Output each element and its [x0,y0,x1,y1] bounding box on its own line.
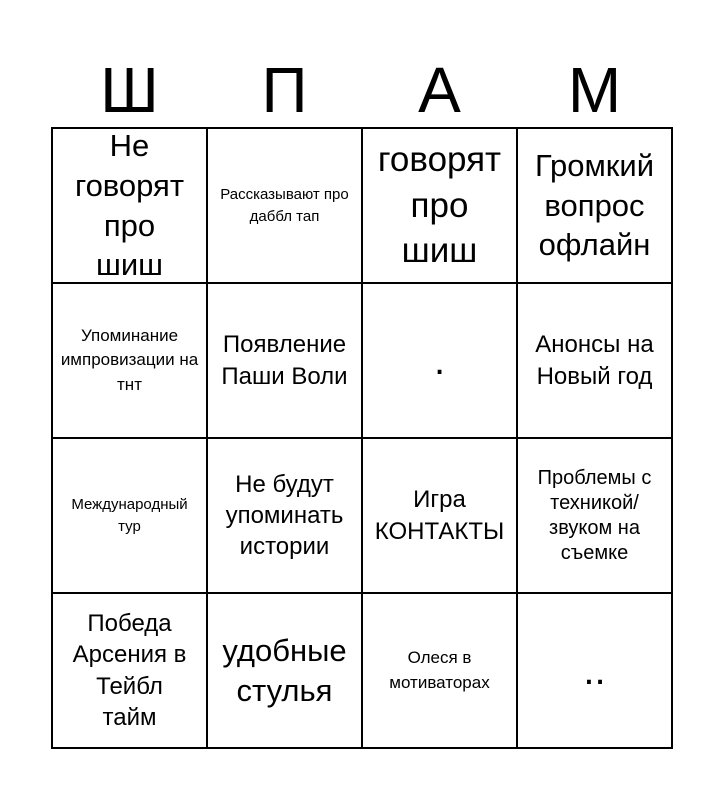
bingo-cell-r2c4[interactable] [518,284,673,439]
bingo-cell-text: Упоминание импровизации на тнт [60,325,199,394]
bingo-cell-text: Не будут упоминать истории [225,470,344,561]
header-letter-1: Ш [100,54,159,126]
bingo-cell-text: Международный тур [71,495,188,535]
header-letter-2: П [261,54,308,126]
bingo-cell-r4c2[interactable] [208,594,363,749]
bingo-cell-r2c2[interactable] [208,284,363,439]
bingo-cell-r4c1[interactable] [53,594,208,749]
bingo-cell-r3c1[interactable] [53,439,208,594]
bingo-cell-r2c1[interactable] [53,284,208,439]
bingo-cell-text: Победа Арсения в Тейбл тайм [72,610,187,731]
bingo-cell-r1c2[interactable] [208,129,363,284]
bingo-cell-r3c4[interactable] [518,439,673,594]
bingo-cell-r1c3[interactable] [363,129,518,284]
bingo-cell-text: Громкий вопрос офлайн [534,147,655,263]
header-letter-4: М [567,54,622,126]
bingo-cell-r1c1[interactable] [53,129,208,284]
bingo-cell-r4c4[interactable] [518,594,673,749]
header-letter-3: А [418,54,461,126]
bingo-cell-text: удобные стулья [222,632,347,708]
bingo-cell-text: Проблемы с техникой/ звуком на съемке [537,466,652,564]
bingo-cell-r3c3[interactable] [363,439,518,594]
bingo-cell-text: Не говорят про шиш [74,129,185,283]
bingo-cell-r1c4[interactable] [518,129,673,284]
bingo-cell-text: говорят про шиш [377,140,502,271]
bingo-cell-text: Появление Паши Воли [221,331,348,390]
bingo-cell-r2c3[interactable] [363,284,518,439]
bingo-grid [51,127,673,749]
bingo-cell-text: .. [583,648,606,693]
bingo-cell-text: Олеся в мотиваторах [389,647,490,692]
bingo-cell-r4c3[interactable] [363,594,518,749]
bingo-cell-r3c2[interactable] [208,439,363,594]
bingo-cell-text: Анонсы на Новый год [535,331,654,390]
bingo-cell-text: . [433,338,446,383]
bingo-cell-text: Рассказывают про даббл тап [220,185,349,225]
bingo-header [52,52,672,128]
bingo-cell-text: Игра КОНТАКТЫ [374,486,505,545]
